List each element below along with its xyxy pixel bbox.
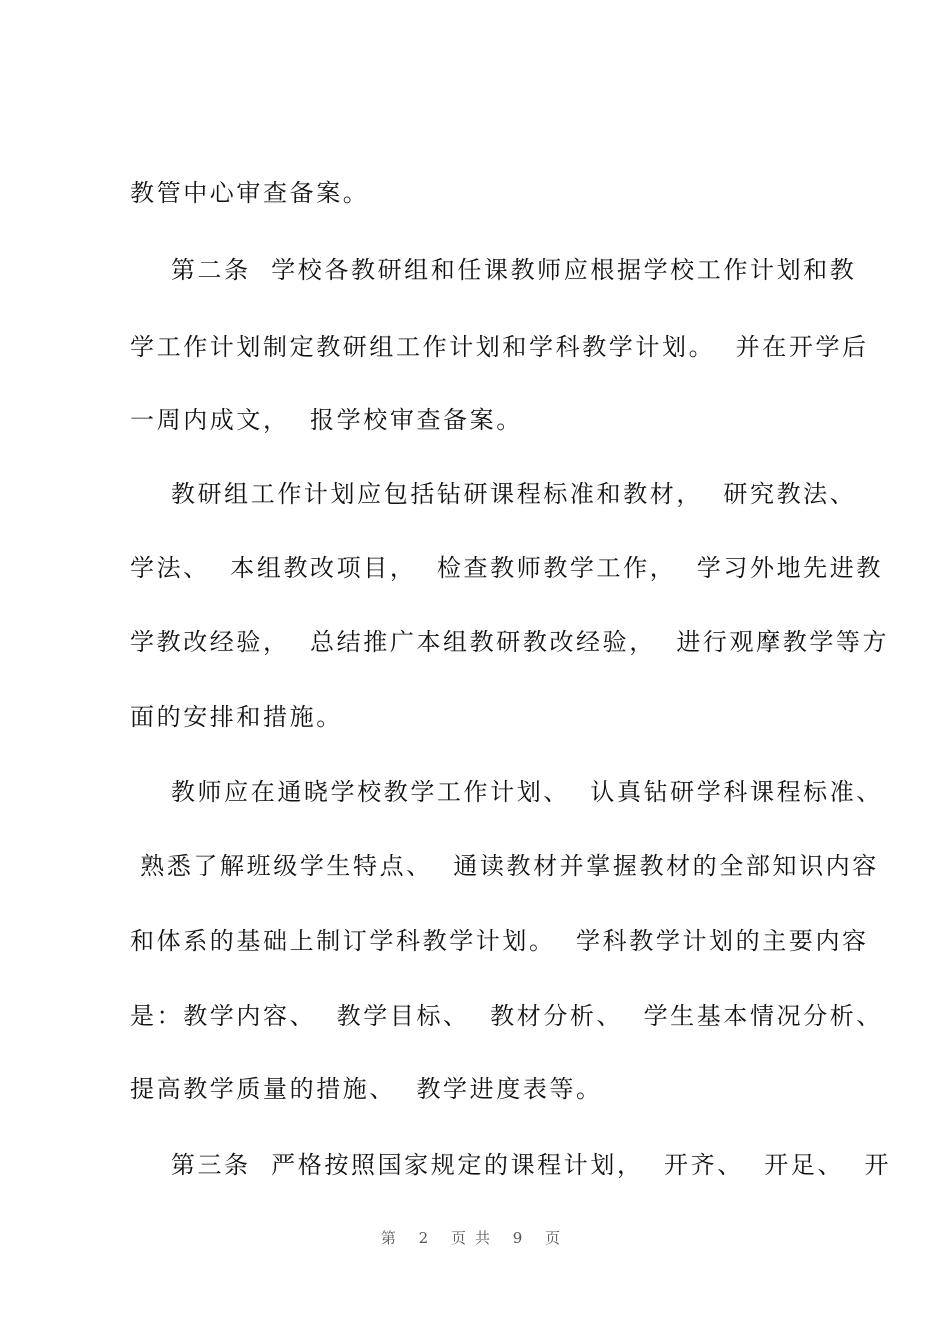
text-line-2: 第二条 学校各教研组和任课教师应根据学校工作计划和教 [130, 256, 857, 284]
text-line-10: 熟悉了解班级学生特点、 通读教材并掌握教材的全部知识内容 [130, 852, 879, 880]
text-line-7: 学教改经验， 总结推广本组教研教改经验， 进行观摩教学等方 [130, 628, 890, 656]
text-line-12: 是：教学内容、 教学目标、 教材分析、 学生基本情况分析、 [130, 1002, 883, 1030]
text-line-8: 面的安排和措施。 [130, 703, 343, 731]
text-line-1: 教管中心审查备案。 [130, 179, 370, 207]
text-line-14: 第三条 严格按照国家规定的课程计划， 开齐、 开足、 开 [130, 1151, 892, 1179]
text-line-3: 学工作计划制定教研组工作计划和学科教学计划。 并在开学后 [130, 333, 869, 361]
text-line-6: 学法、 本组教改项目， 检查教师教学工作， 学习外地先进教 [130, 554, 883, 582]
text-line-11: 和体系的基础上制订学科教学计划。 学科教学计划的主要内容 [130, 927, 869, 955]
page-number-footer: 第 2 页共 9 页 [380, 1229, 570, 1247]
text-line-9: 教师应在通晓学校教学工作计划、 认真钻研学科课程标准、 [130, 778, 883, 806]
text-line-5: 教研组工作计划应包括钻研课程标准和教材， 研究教法、 [130, 480, 857, 508]
text-line-13: 提高教学质量的措施、 教学进度表等。 [130, 1075, 603, 1103]
text-line-4: 一周内成文， 报学校审查备案。 [130, 406, 523, 434]
